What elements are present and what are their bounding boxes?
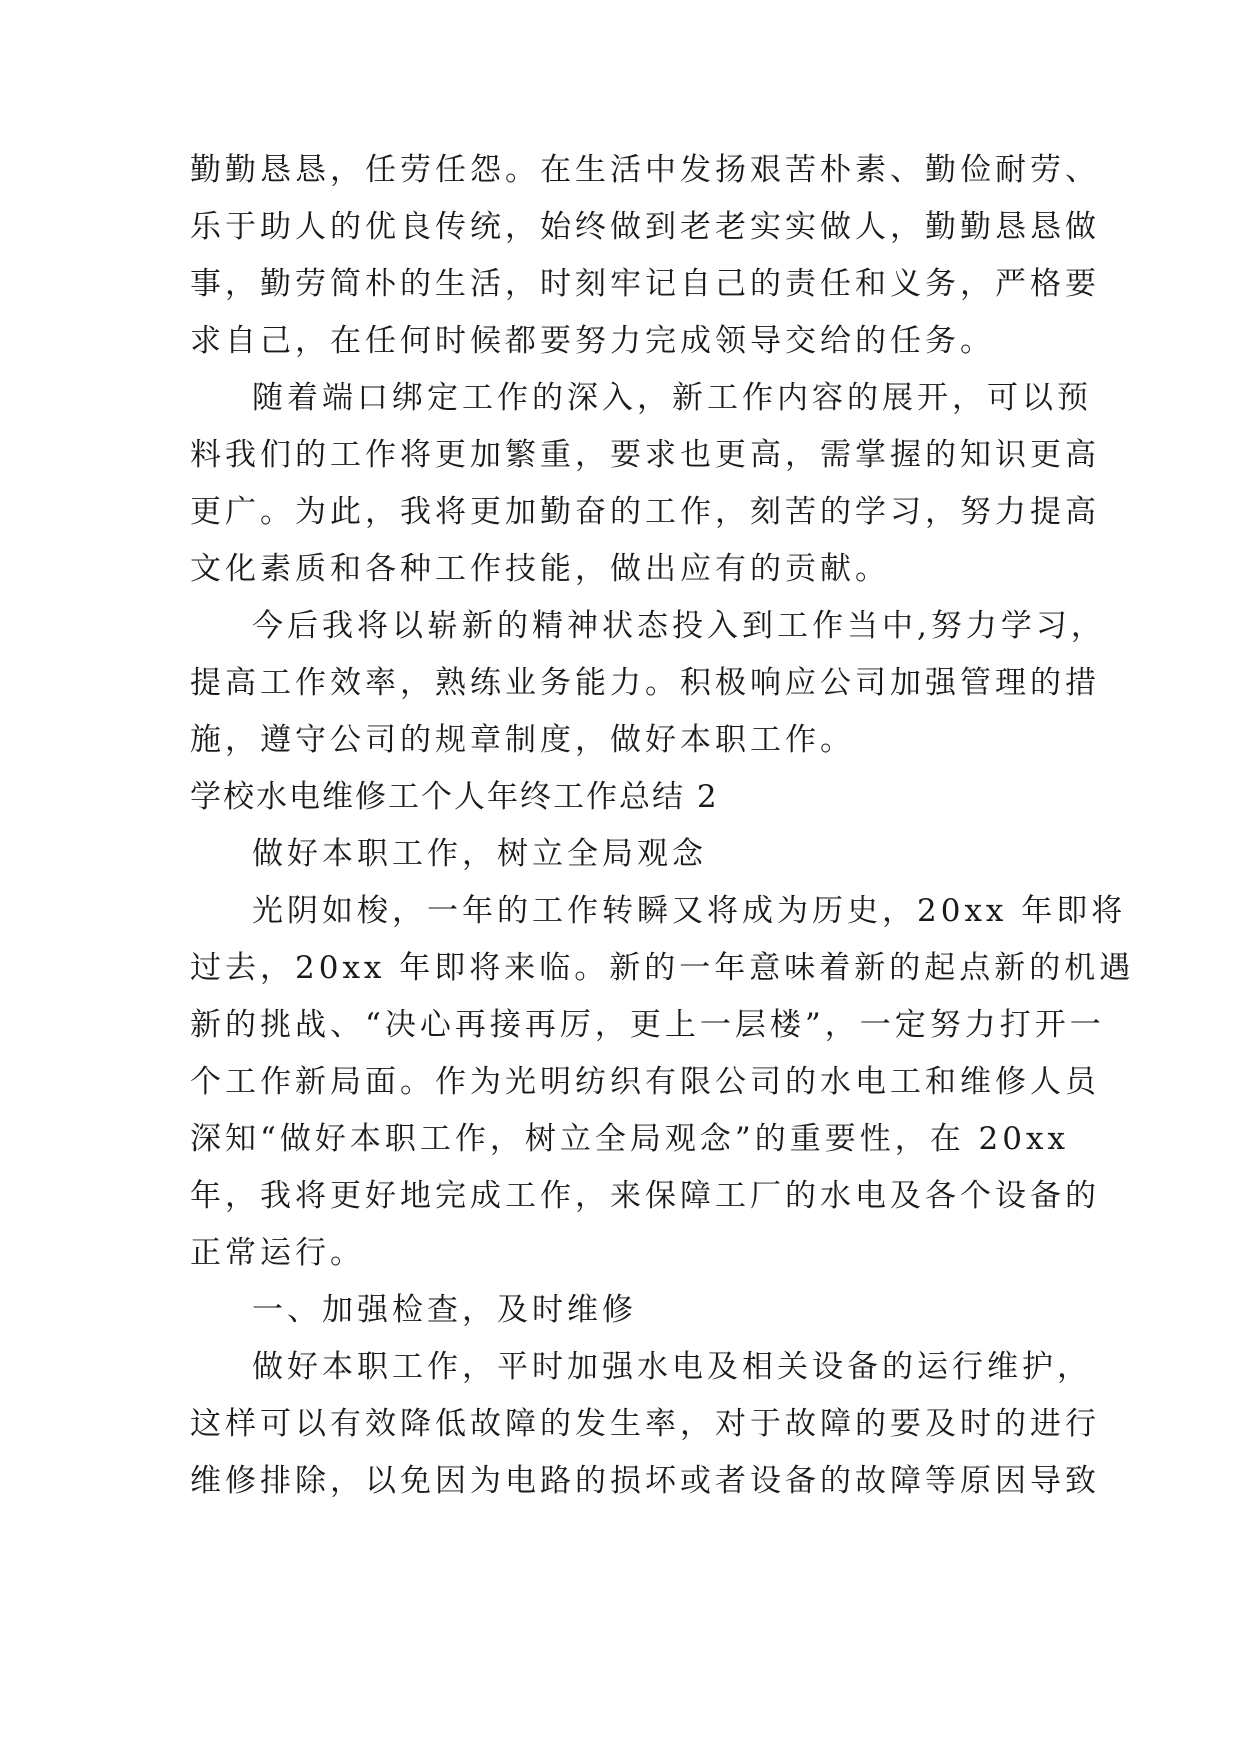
paragraph-line: 年，我将更好地完成工作，来保障工厂的水电及各个设备的 bbox=[190, 1178, 1100, 1214]
paragraph-line: 事，勤劳简朴的生活，时刻牢记自己的责任和义务，严格要 bbox=[190, 266, 1100, 302]
paragraph-line: 施，遵守公司的规章制度，做好本职工作。 bbox=[190, 722, 855, 758]
paragraph-line: 文化素质和各种工作技能，做出应有的贡献。 bbox=[190, 551, 890, 587]
paragraph-line: 新的挑战、“决心再接再厉，更上一层楼”，一定努力打开一 bbox=[190, 1007, 1105, 1043]
paragraph-line: 料我们的工作将更加繁重，要求也更高，需掌握的知识更高 bbox=[190, 437, 1100, 473]
paragraph-line: 做好本职工作，平时加强水电及相关设备的运行维护， bbox=[252, 1349, 1092, 1385]
paragraph-line: 今后我将以崭新的精神状态投入到工作当中,努力学习， bbox=[252, 608, 1106, 644]
paragraph-line: 维修排除，以免因为电路的损坏或者设备的故障等原因导致 bbox=[190, 1463, 1100, 1499]
paragraph-line: 正常运行。 bbox=[190, 1235, 365, 1271]
paragraph-line: 这样可以有效降低故障的发生率，对于故障的要及时的进行 bbox=[190, 1406, 1100, 1442]
paragraph-line: 过去，20xx 年即将来临。新的一年意味着新的起点新的机遇 bbox=[190, 950, 1135, 986]
paragraph-line: 提高工作效率，熟练业务能力。积极响应公司加强管理的措 bbox=[190, 665, 1100, 701]
paragraph-line: 求自己，在任何时候都要努力完成领导交给的任务。 bbox=[190, 323, 995, 359]
section-subtitle: 做好本职工作，树立全局观念 bbox=[252, 836, 707, 872]
numbered-heading: 一、加强检查，及时维修 bbox=[252, 1292, 637, 1328]
paragraph-line: 随着端口绑定工作的深入，新工作内容的展开，可以预 bbox=[252, 380, 1092, 416]
paragraph-line: 个工作新局面。作为光明纺织有限公司的水电工和维修人员 bbox=[190, 1064, 1100, 1100]
paragraph-line: 乐于助人的优良传统，始终做到老老实实做人，勤勤恳恳做 bbox=[190, 209, 1100, 245]
paragraph-line: 更广。为此，我将更加勤奋的工作，刻苦的学习，努力提高 bbox=[190, 494, 1100, 530]
paragraph-line: 勤勤恳恳，任劳任怨。在生活中发扬艰苦朴素、勤俭耐劳、 bbox=[190, 152, 1100, 188]
paragraph-line: 深知“做好本职工作，树立全局观念”的重要性，在 20xx bbox=[190, 1121, 1069, 1157]
section-title: 学校水电维修工个人年终工作总结 2 bbox=[190, 779, 719, 815]
paragraph-line: 光阴如梭，一年的工作转瞬又将成为历史，20xx 年即将 bbox=[252, 893, 1127, 929]
